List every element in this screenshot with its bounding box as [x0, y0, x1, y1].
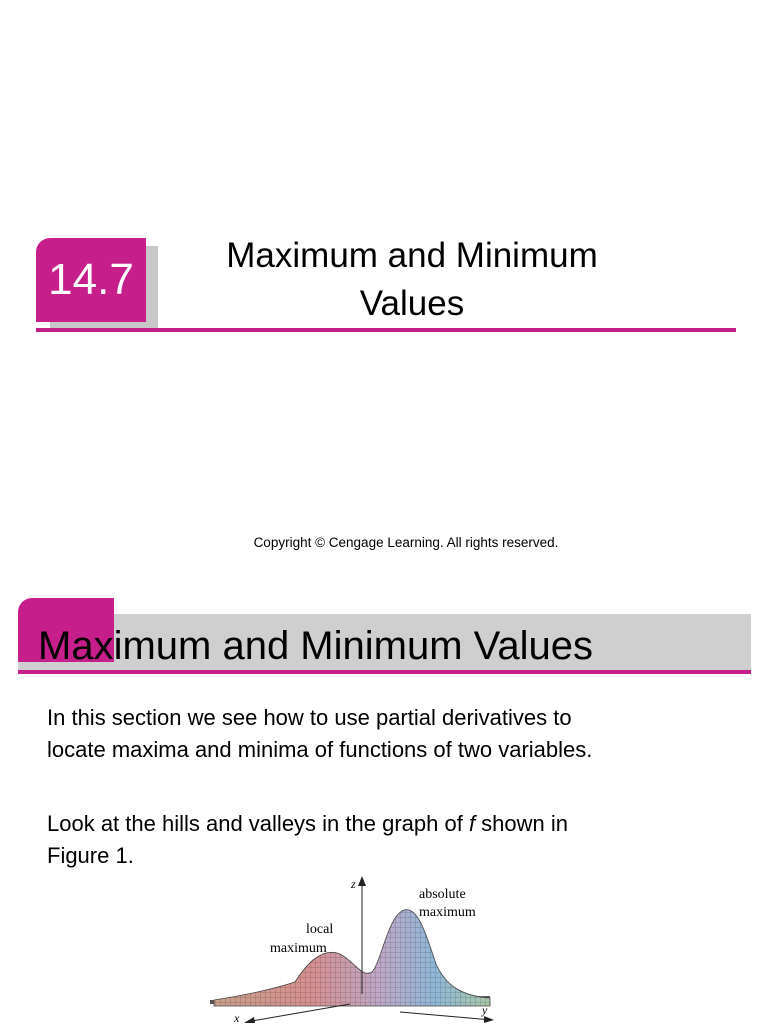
content-slide: [0, 572, 768, 1024]
section-number: 14.7: [48, 255, 134, 304]
figure-paragraph-line2: Figure 1.: [47, 843, 134, 868]
absolute-max-label-1: absolute: [419, 887, 466, 902]
section-title-line1: Maximum and Minimum: [226, 236, 598, 275]
figure-paragraph: [47, 808, 747, 872]
x-axis-label: x: [234, 1011, 240, 1024]
function-symbol: f: [468, 811, 476, 836]
heading-underline: [18, 670, 751, 674]
y-axis: [400, 1012, 492, 1020]
y-axis-arrow-icon: [484, 1016, 494, 1023]
z-axis-label: z: [351, 877, 356, 891]
copyright-notice: Copyright © Cengage Learning. All rights reserved.: [253, 535, 559, 550]
absolute-max-label-2: maximum: [419, 905, 476, 920]
intro-paragraph: [47, 702, 747, 766]
intro-line2: locate maxima and minima of functions of two variables.: [47, 737, 593, 762]
surface-grid: [214, 910, 490, 1006]
x-axis-arrow-icon: [244, 1017, 255, 1023]
x-axis: [246, 1004, 350, 1022]
surface-plot: [200, 872, 510, 1024]
figure-paragraph-line1: [47, 808, 747, 840]
local-max-label-1: local: [306, 922, 334, 937]
y-axis-label: y: [482, 1003, 488, 1017]
intro-line1: In this section we see how to use partial derivatives to: [47, 705, 572, 730]
title-underline: [36, 328, 736, 332]
section-badge: [36, 238, 146, 322]
slide-heading: Maximum and Minimum Values: [38, 624, 593, 668]
z-axis-arrow-icon: [358, 876, 366, 886]
figure-paragraph-text-b: shown in: [475, 811, 569, 836]
section-title: [170, 232, 654, 328]
section-title-line2: Values: [359, 284, 465, 323]
local-max-label-2: maximum: [270, 941, 327, 956]
figure-paragraph-text-a: Look at the hills and valleys in the graph of: [47, 811, 469, 836]
surface-figure: [200, 872, 510, 1024]
